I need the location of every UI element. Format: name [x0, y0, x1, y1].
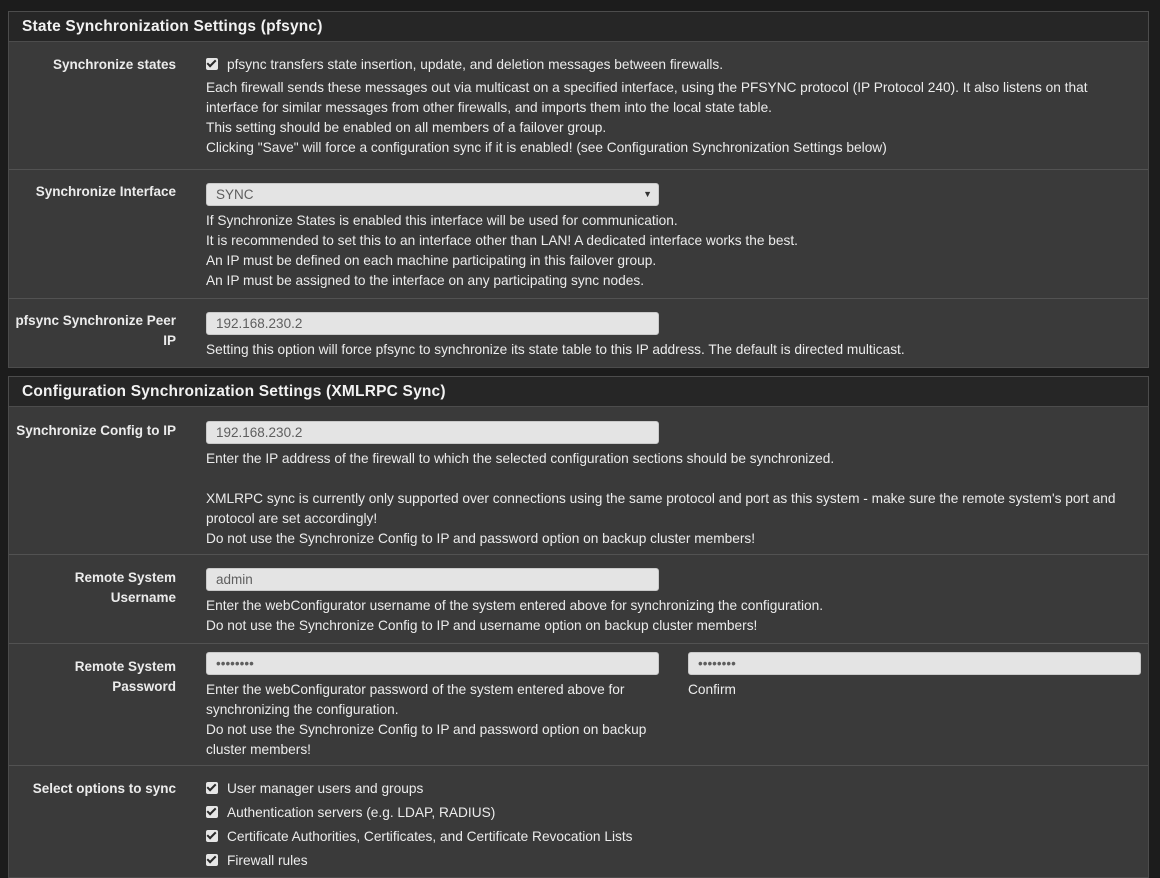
xmlrpc-panel: [8, 376, 1149, 878]
synchronize-states-label: Synchronize states: [52, 57, 176, 72]
sync-peer-row: [9, 299, 1148, 366]
remote-password-label-line2: Password: [112, 679, 176, 694]
synchronize-states-help-4: Clicking "Save" will force a configuration sync if it is enabled! (see Configuration Synchronization Settings below): [206, 140, 887, 155]
sync-option-auth-servers[interactable]: [206, 801, 1148, 825]
sync-option-certificates-label: Certificate Authorities, Certificates, and Certificate Revocation Lists: [227, 829, 633, 844]
remote-username-content: [206, 568, 1148, 636]
remote-password-help-4: cluster members!: [206, 742, 311, 757]
remote-password-input[interactable]: ••••••••: [206, 652, 659, 675]
sync-options-row: [9, 766, 1148, 876]
remote-username-help-1: Enter the webConfigurator username of the system entered above for synchronizing the configuration.: [206, 598, 824, 613]
synchronize-interface-label: Synchronize Interface: [35, 184, 176, 199]
synchronize-interface-row: [9, 170, 1148, 299]
password-confirm-label: Confirm: [688, 682, 736, 697]
remote-password-row: [9, 644, 1148, 766]
sync-peer-help: Setting this option will force pfsync to synchronize its state table to this IP address. The default is directed multicast.: [206, 342, 905, 357]
synchronize-states-row: [9, 42, 1148, 170]
sync-option-certificates[interactable]: [206, 825, 1148, 849]
synchronize-interface-help-4: An IP must be assigned to the interface on any participating sync nodes.: [206, 273, 645, 288]
remote-username-input[interactable]: admin: [206, 568, 659, 591]
sync-peer-input[interactable]: 192.168.230.2: [206, 312, 659, 335]
sync-config-ip-help-3: protocol are set accordingly!: [206, 511, 378, 526]
sync-option-users[interactable]: [206, 777, 1148, 801]
sync-option-users-label: User manager users and groups: [227, 781, 424, 796]
chevron-down-icon: ▼: [643, 189, 652, 199]
remote-password-label-line1: Remote System: [74, 659, 176, 674]
sync-config-ip-input[interactable]: 192.168.230.2: [206, 421, 659, 444]
remote-username-label-line1: Remote System: [74, 570, 176, 585]
synchronize-interface-help-1: If Synchronize States is enabled this interface will be used for communication.: [206, 213, 678, 228]
remote-password-help-3: Do not use the Synchronize Config to IP and password option on backup: [206, 722, 647, 737]
remote-username-row: [9, 555, 1148, 644]
sync-config-ip-help-1: Enter the IP address of the firewall to which the selected configuration sections should be synchronized.: [206, 451, 835, 466]
sync-option-users-checkbox[interactable]: [206, 782, 218, 794]
password-confirm-input[interactable]: ••••••••: [688, 652, 1141, 675]
synchronize-interface-selected: SYNC: [216, 187, 254, 202]
sync-option-certificates-checkbox[interactable]: [206, 830, 218, 842]
remote-username-label: [9, 568, 176, 608]
sync-option-firewall-rules-checkbox[interactable]: [206, 854, 218, 866]
sync-option-firewall-rules[interactable]: [206, 849, 1148, 873]
sync-config-ip-row: [9, 407, 1148, 555]
sync-peer-content: [206, 312, 1148, 360]
remote-password-help-1: Enter the webConfigurator password of the system entered above for: [206, 682, 625, 697]
synchronize-states-checkbox-label: pfsync transfers state insertion, update, and deletion messages between firewalls.: [227, 57, 724, 72]
synchronize-states-help-2: interface for similar messages from other firewalls, and imports them into the local state table.: [206, 100, 772, 115]
sync-option-auth-servers-label: Authentication servers (e.g. LDAP, RADIUS): [227, 805, 496, 820]
sync-options-label: Select options to sync: [32, 781, 176, 796]
sync-config-ip-help-2: XMLRPC sync is currently only supported over connections using the same protocol and port as this system - make sure the remote system's port and: [206, 491, 1116, 506]
synchronize-states-checkbox[interactable]: [206, 58, 218, 70]
synchronize-states-content: [206, 55, 1148, 158]
remote-password-help-2: synchronizing the configuration.: [206, 702, 399, 717]
synchronize-interface-help-3: An IP must be defined on each machine participating in this failover group.: [206, 253, 657, 268]
synchronize-states-help-3: This setting should be enabled on all members of a failover group.: [206, 120, 607, 135]
remote-username-label-line2: Username: [110, 590, 176, 605]
synchronize-interface-help-2: It is recommended to set this to an interface other than LAN! A dedicated interface works the best.: [206, 233, 798, 248]
pfsync-panel: [8, 11, 1149, 368]
xmlrpc-panel-title: Configuration Synchronization Settings (XMLRPC Sync): [9, 377, 1148, 407]
sync-config-ip-label: Synchronize Config to IP: [16, 423, 176, 438]
password-confirm-group: [688, 652, 1141, 700]
remote-password-label: [9, 657, 176, 697]
pfsync-panel-title: State Synchronization Settings (pfsync): [9, 12, 1148, 42]
sync-config-ip-content: [206, 421, 1148, 549]
synchronize-interface-content: [206, 183, 1148, 291]
synchronize-states-help-1: Each firewall sends these messages out via multicast on a specified interface, using the PFSYNC protocol (IP Protocol 240). It also listens on that: [206, 80, 1088, 95]
sync-peer-label: [9, 311, 176, 351]
sync-config-ip-help-4: Do not use the Synchronize Config to IP and password option on backup cluster members!: [206, 531, 756, 546]
synchronize-states-checkbox-line[interactable]: [206, 55, 1148, 75]
sync-peer-label-line1: pfsync Synchronize Peer: [15, 313, 176, 328]
remote-username-help-2: Do not use the Synchronize Config to IP and username option on backup cluster members!: [206, 618, 758, 633]
synchronize-interface-select[interactable]: [206, 183, 659, 206]
sync-peer-label-line2: IP: [163, 333, 176, 348]
sync-option-auth-servers-checkbox[interactable]: [206, 806, 218, 818]
sync-option-firewall-rules-label: Firewall rules: [227, 853, 308, 868]
